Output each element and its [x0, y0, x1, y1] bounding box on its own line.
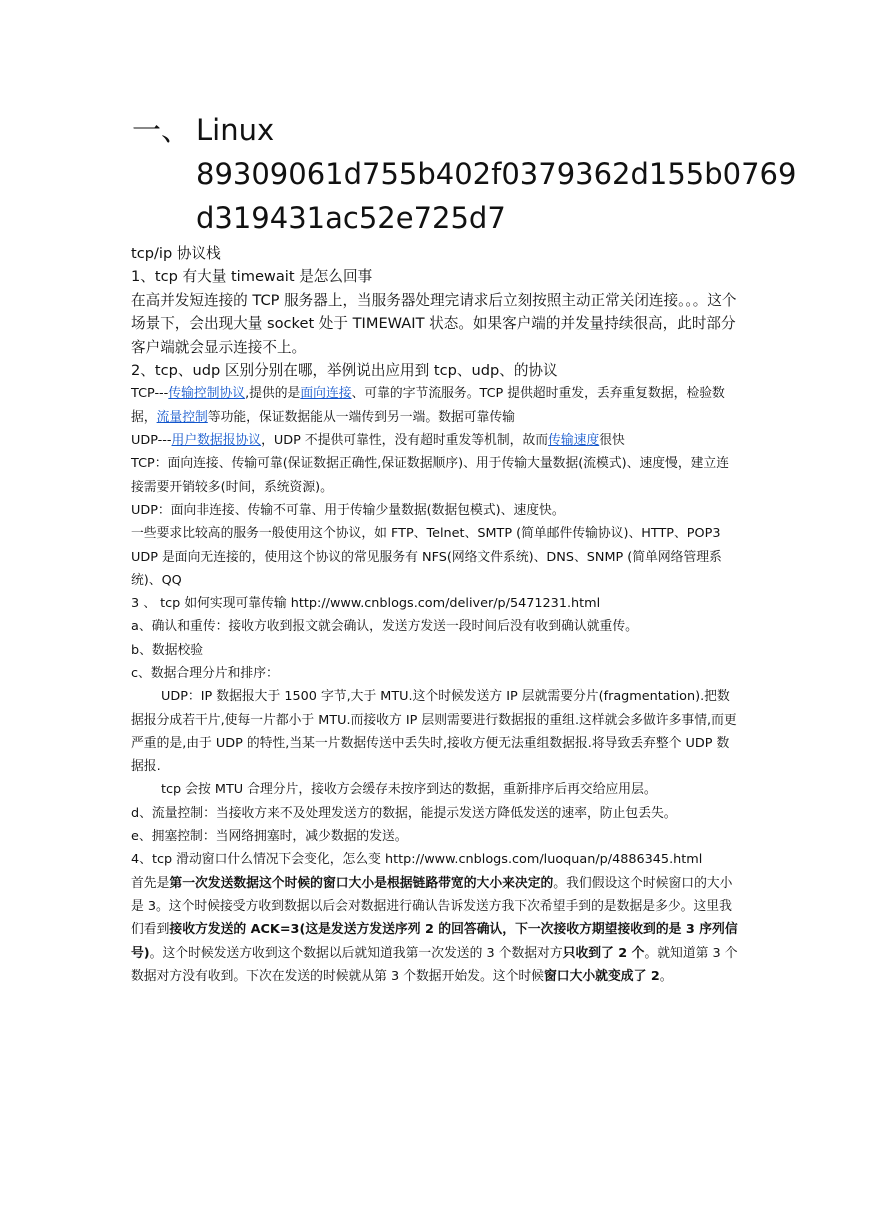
udp-properties: UDP：面向非连接、传输不可靠、用于传输少量数据(数据包模式)、速度快。 [131, 502, 565, 518]
q4-bold-2: 接收方发送的 ACK=3(这是发送方发送序列 2 的回答确认，下一次接收方期望接收到的是 3 序列信号) [131, 922, 738, 961]
q3-title: 3 、 tcp 如何实现可靠传输 http://www.cnblogs.com/deliver/p/5471231.html [131, 596, 601, 612]
tcp-applications: 一些要求比较高的服务一般使用这个协议，如 FTP、Telnet、SMTP (简单邮件传输协议)、HTTP、POP3 [131, 526, 721, 542]
q1-body: 在高并发短连接的 TCP 服务器上，当服务器处理完请求后立刻按照主动正常关闭连接。。。这个场景下，会出现大量 socket 处于 TIMEWAIT 状态。如果客户端的并发量持续很高，此时部分客户端就会显示连接不上。 [131, 291, 737, 356]
udp-def-mid: ，UDP 不提供可靠性，没有超时重发等机制，故而 [261, 433, 549, 449]
q4-text-4: 。就知道第 3 个数据对方没有收到。下次在发送的时候就从第 3 个数据开始发。这个时候 [131, 945, 738, 984]
heading-title: Linux [196, 113, 275, 147]
q3-item-a: a、确认和重传：接收方收到报文就会确认，发送方发送一段时间后没有收到确认就重传。 [131, 619, 638, 635]
tcp-def-mid1: ,提供的是 [245, 386, 301, 402]
tcp-def-mid2: 、可靠的字节流服务。TCP 提供超时重发，丢弃重复数据，检验数据， [131, 386, 725, 425]
tcp-properties: TCP：面向连接、传输可靠(保证数据正确性,保证数据顺序)、用于传输大量数据(流模式)、速度慢，建立连接需要开销较多(时间，系统资源)。 [131, 456, 730, 495]
q3-item-c-tcp [131, 778, 739, 801]
tcp-definition [131, 382, 739, 429]
q1-title: 1、tcp 有大量 timewait 是怎么回事 [131, 268, 373, 286]
udp-def-prefix: UDP--- [131, 433, 172, 449]
q3-item-d: d、流量控制：当接收方来不及处理发送方的数据，能提示发送方降低发送的速率，防止包丢失。 [131, 805, 677, 821]
heading-hash-line-2: d319431ac52e725d7 [196, 201, 506, 235]
link-udp-protocol[interactable]: 用户数据报协议 [171, 433, 262, 449]
q4-text-2: 。我们假设这个时候窗口的大小是 3。这个时候接受方收到数据以后会对数据进行确认告诉发送方我下次希望手到的是数据是多少。这里我们看到 [131, 875, 733, 938]
udp-definition [131, 429, 739, 452]
heading-title-block [196, 108, 797, 240]
q4-text-5: 。 [659, 968, 673, 984]
q3-item-e: e、拥塞控制：当网络拥塞时，减少数据的发送。 [131, 829, 408, 845]
heading-number: 一、 [132, 113, 191, 147]
link-tcp-protocol[interactable]: 传输控制协议 [168, 386, 246, 402]
q4-bold-1: 第一次发送数据这个时候的窗口大小是根据链路带宽的大小来决定的 [169, 875, 554, 891]
q4-text-3: 。这个时候发送方收到这个数据以后就知道我第一次发送的 3 个数据对方 [149, 945, 563, 961]
q4-title: 4、tcp 滑动窗口什么情况下会变化，怎么变 http://www.cnblogs.com/luoquan/p/4886345.html [131, 852, 703, 868]
tcp-def-prefix: TCP--- [131, 386, 169, 402]
udp-def-suffix: 很快 [599, 433, 625, 449]
q4-text-1: 首先是 [131, 875, 170, 891]
q4-bold-4: 窗口大小就变成了 2 [543, 968, 660, 984]
q3-item-c-udp [131, 685, 739, 778]
link-connection-oriented[interactable]: 面向连接 [300, 386, 352, 402]
q4-body [131, 872, 739, 988]
tcp-def-suffix: 等功能，保证数据能从一端传到另一端。数据可靠传输 [207, 409, 515, 425]
link-transfer-speed[interactable]: 传输速度 [548, 433, 600, 449]
link-flow-control[interactable]: 流量控制 [156, 409, 208, 425]
stack-title: tcp/ip 协议栈 [131, 245, 221, 262]
q3-udp-text: UDP：IP 数据报大于 1500 字节,大于 MTU.这个时候发送方 IP 层就需要分片(fragmentation).把数据报分成若干片,使每一片都小于 MTU.而接收方 IP 层则需要进行数据报的重组.这样就会多做许多事情,而更严重的是,由于 UDP 的特性,当某一片数据传送中丢失时,接收方便无法重组数据报.将导致丢弃整个 UDP 数据报. [131, 689, 737, 775]
heading-hash-line-1: 89309061d755b402f0379362d155b0769 [196, 157, 797, 191]
q4-bold-3: 只收到了 2 个 [562, 945, 645, 961]
q2-title: 2、tcp、udp 区别分别在哪，举例说出应用到 tcp、udp、的协议 [131, 362, 558, 380]
q3-tcp-text: tcp 会按 MTU 合理分片，接收方会缓存未按序到达的数据，重新排序后再交给应用层。 [161, 782, 657, 798]
udp-applications: UDP 是面向无连接的，使用这个协议的常见服务有 NFS(网络文件系统)、DNS、SNMP (简单网络管理系统)、QQ [131, 549, 722, 588]
q3-item-c: c、数据合理分片和排序： [131, 666, 279, 681]
document-body [131, 242, 739, 988]
q3-item-b: b、数据校验 [131, 642, 204, 658]
